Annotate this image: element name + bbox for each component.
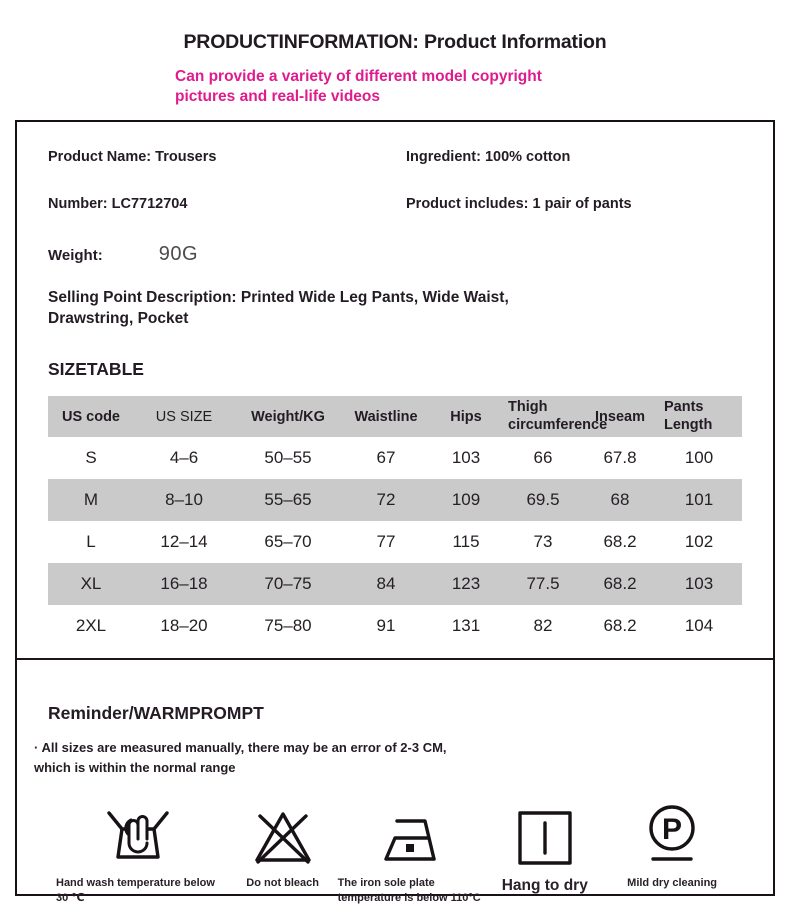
hang-to-dry-icon: [487, 801, 602, 867]
size-cell: M: [83, 490, 99, 510]
size-table-section: [48, 359, 742, 647]
size-cell: 70–75: [264, 574, 312, 594]
col-header-weight: Weight/KG: [251, 408, 325, 425]
svg-text:P: P: [662, 813, 683, 847]
hand-wash-icon: [48, 801, 228, 867]
size-cell: 12–14: [160, 532, 208, 552]
size-cell: 91: [376, 616, 396, 636]
care-item-iron-low: [338, 801, 488, 906]
size-cell: 2XL: [75, 616, 107, 636]
size-cell: 8–10: [165, 490, 203, 510]
size-cell: 65–70: [264, 532, 312, 552]
col-header-pants-length-label: Pants Length: [664, 399, 713, 433]
care-instructions-row: [48, 801, 742, 906]
size-cell: 68.2: [603, 574, 637, 594]
size-cell: 67: [376, 448, 396, 468]
size-cell: 103: [451, 448, 481, 468]
care-item-do-not-bleach: [228, 801, 338, 891]
content-panel: [15, 120, 775, 904]
size-table-heading: SIZETABLE: [48, 359, 144, 380]
reminder-note: · All sizes are measured manually, there may be an error of 2-3 CM, which is within the normal range: [34, 740, 447, 775]
care-item-hand-wash: [48, 801, 228, 906]
size-cell: 67.8: [603, 448, 637, 468]
col-header-thigh-label: Thigh circumference: [508, 399, 608, 433]
size-cell: 77: [376, 532, 396, 552]
size-cell: 73: [533, 532, 553, 552]
care-item-mild-dry-cleaning: [602, 801, 742, 891]
size-cell: 109: [451, 490, 481, 510]
weight-value: 90G: [158, 243, 199, 266]
col-header-hips: Hips: [450, 408, 482, 425]
size-cell: 18–20: [160, 616, 208, 636]
size-cell: 102: [684, 532, 714, 552]
care-label: Hand wash temperature below 30 ℃: [56, 877, 215, 904]
size-cell: 16–18: [160, 574, 208, 594]
mild-dry-clean-icon: [602, 801, 742, 867]
size-row-m: [48, 479, 742, 521]
size-cell: 84: [376, 574, 396, 594]
care-label: Mild dry cleaning: [627, 877, 718, 890]
reminder-section: [34, 703, 742, 906]
size-cell: 55–65: [264, 490, 312, 510]
size-cell: 131: [451, 616, 481, 636]
size-cell: 68.2: [603, 616, 637, 636]
page-header: [0, 0, 790, 107]
size-cell: L: [86, 532, 96, 552]
col-header-pants-length: [656, 396, 742, 437]
care-label: Hang to dry: [501, 877, 588, 895]
size-cell: 4–6: [169, 448, 199, 468]
size-cell: 82: [533, 616, 553, 636]
size-cell: 68.2: [603, 532, 637, 552]
size-cell: 68: [610, 490, 630, 510]
size-cell: 100: [684, 448, 714, 468]
size-cell: 69.5: [526, 490, 560, 510]
size-row-l: [48, 521, 742, 563]
product-info-section: [48, 149, 742, 330]
size-cell: 115: [452, 532, 480, 552]
product-weight-row: [48, 243, 742, 266]
section-divider: [17, 658, 773, 660]
do-not-bleach-icon: [228, 801, 338, 867]
care-label: The iron sole plate temperature is below 110°C: [337, 877, 481, 904]
product-name: Product Name: Trousers: [48, 149, 217, 166]
reminder-heading: Reminder/WARMPROMPT: [48, 703, 264, 724]
size-cell: S: [85, 448, 97, 468]
iron-low-temp-icon: [338, 801, 488, 867]
col-header-inseam: Inseam: [595, 408, 645, 425]
col-header-us-size: US SIZE: [155, 408, 213, 425]
size-row-s: [48, 437, 742, 479]
col-header-us-code: US code: [61, 408, 120, 425]
size-table-header-row: [48, 396, 742, 437]
size-cell: 104: [684, 616, 714, 636]
size-cell: XL: [80, 574, 102, 594]
size-cell: 75–80: [264, 616, 312, 636]
col-header-thigh: [502, 396, 608, 437]
selling-point-description: Selling Point Description: Printed Wide Leg Pants, Wide Waist, Drawstring, Pocket: [48, 289, 509, 328]
size-cell: 101: [684, 490, 714, 510]
size-cell: 103: [684, 574, 714, 594]
size-row-xl: [48, 563, 742, 605]
col-header-waistline: Waistline: [354, 408, 418, 425]
page-title: PRODUCTINFORMATION: Product Information: [183, 31, 607, 53]
product-number: Number: LC7712704: [48, 196, 188, 213]
size-table: [48, 396, 742, 647]
weight-label: Weight:: [48, 247, 103, 265]
size-cell: 123: [451, 574, 481, 594]
size-row-2xl: [48, 605, 742, 647]
size-cell: 77.5: [526, 574, 560, 594]
page-subtitle: Can provide a variety of different model copyright pictures and real-life videos: [175, 68, 542, 106]
product-info-grid: [48, 149, 742, 212]
size-cell: 66: [533, 448, 553, 468]
product-includes: Product includes: 1 pair of pants: [406, 196, 632, 213]
care-item-hang-to-dry: [487, 801, 602, 897]
care-label: Do not bleach: [246, 877, 320, 890]
size-cell: 72: [376, 490, 396, 510]
product-ingredient: Ingredient: 100% cotton: [406, 149, 571, 166]
size-cell: 50–55: [264, 448, 312, 468]
